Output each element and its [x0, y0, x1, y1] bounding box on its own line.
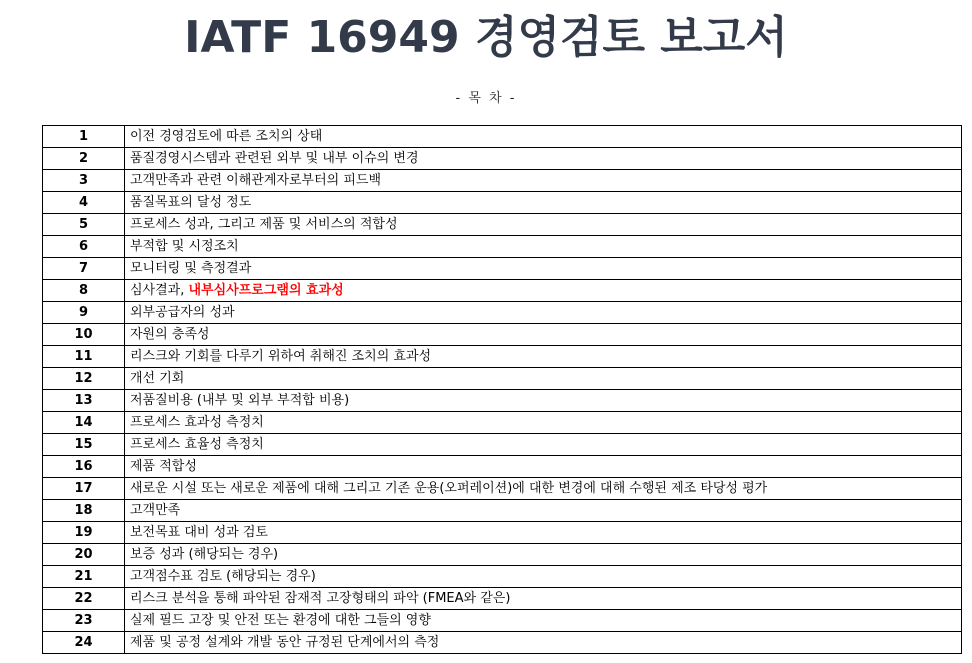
toc-row-number: 1 [43, 126, 125, 148]
toc-row-label-cell [125, 566, 962, 588]
toc-row-number: 15 [43, 434, 125, 456]
toc-row-label-cell [125, 148, 962, 170]
toc-row-number: 24 [43, 632, 125, 654]
toc-row-label: 자원의 충족성 [130, 326, 210, 342]
toc-row-number: 2 [43, 148, 125, 170]
toc-row-number: 8 [43, 280, 125, 302]
toc-row-label-cell [125, 588, 962, 610]
toc-row-label: 모니터링 및 측정결과 [130, 260, 252, 276]
toc-row-number: 20 [43, 544, 125, 566]
toc-row [43, 588, 962, 610]
toc-row-label: 제품 적합성 [130, 458, 197, 474]
toc-row-label-cell [125, 280, 962, 302]
toc-row-label-cell [125, 236, 962, 258]
toc-row [43, 522, 962, 544]
toc-row-label: 리스크 분석을 통해 파악된 잠재적 고장형태의 파악 (FMEA와 같은) [130, 590, 511, 606]
toc-row-label-cell [125, 544, 962, 566]
toc-row-label: 프로세스 효과성 측정치 [130, 414, 264, 430]
toc-row [43, 170, 962, 192]
toc-row-label: 고객점수표 검토 (해당되는 경우) [130, 568, 316, 584]
toc-row [43, 610, 962, 632]
toc-row-label: 고객만족 [130, 502, 181, 518]
toc-row-number: 23 [43, 610, 125, 632]
toc-row-label: 심사결과, [130, 282, 189, 298]
toc-row-label: 리스크와 기회를 다루기 위하여 취해진 조치의 효과성 [130, 348, 432, 364]
toc-row-label-cell [125, 500, 962, 522]
toc-row-label-cell [125, 478, 962, 500]
toc-row [43, 192, 962, 214]
toc-row [43, 566, 962, 588]
toc-row-label-cell [125, 632, 962, 654]
toc-row [43, 280, 962, 302]
toc-row [43, 500, 962, 522]
toc-row [43, 148, 962, 170]
toc-row-label: 이전 경영검토에 따른 조치의 상태 [130, 128, 323, 144]
toc-table [42, 125, 962, 654]
toc-row-label: 품질목표의 달성 정도 [130, 194, 252, 210]
toc-row [43, 434, 962, 456]
toc-row-label: 저품질비용 (내부 및 외부 부적합 비용) [130, 392, 350, 408]
toc-row-label-cell [125, 434, 962, 456]
toc-row-number: 22 [43, 588, 125, 610]
toc-row-label-cell [125, 390, 962, 412]
toc-table-body [43, 126, 962, 654]
toc-row-label-cell [125, 368, 962, 390]
toc-row-number: 9 [43, 302, 125, 324]
toc-row-number: 4 [43, 192, 125, 214]
toc-row-label: 보전목표 대비 성과 검토 [130, 524, 268, 540]
toc-row-number: 16 [43, 456, 125, 478]
toc-row [43, 390, 962, 412]
toc-row [43, 456, 962, 478]
toc-heading: - 목 차 - [455, 91, 517, 106]
toc-row-number: 10 [43, 324, 125, 346]
toc-row-label: 보증 성과 (해당되는 경우) [130, 546, 279, 562]
toc-row-label: 품질경영시스템과 관련된 외부 및 내부 이슈의 변경 [130, 150, 419, 166]
toc-row-number: 19 [43, 522, 125, 544]
toc-row [43, 126, 962, 148]
toc-row-label: 제품 및 공정 설계와 개발 동안 규정된 단계에서의 측정 [130, 634, 440, 650]
toc-row-label-cell [125, 522, 962, 544]
toc-row-label-cell [125, 192, 962, 214]
toc-row-label: 새로운 시설 또는 새로운 제품에 대해 그리고 기존 운용(오퍼레이션)에 대한 변경에 대해 수행된 제조 타당성 평가 [130, 480, 768, 496]
toc-row-label-cell [125, 324, 962, 346]
toc-row-label-cell [125, 610, 962, 632]
toc-row [43, 478, 962, 500]
toc-row [43, 302, 962, 324]
toc-row [43, 368, 962, 390]
toc-row-number: 6 [43, 236, 125, 258]
toc-row-label: 외부공급자의 성과 [130, 304, 235, 320]
toc-row-number: 21 [43, 566, 125, 588]
toc-row [43, 346, 962, 368]
toc-row-number: 18 [43, 500, 125, 522]
toc-row [43, 236, 962, 258]
toc-row [43, 412, 962, 434]
toc-row [43, 258, 962, 280]
toc-row-label: 부적합 및 시정조치 [130, 238, 239, 254]
toc-row-label-cell [125, 412, 962, 434]
toc-row-number: 7 [43, 258, 125, 280]
toc-row [43, 544, 962, 566]
toc-row-number: 5 [43, 214, 125, 236]
toc-row-label-cell [125, 126, 962, 148]
toc-row-label: 프로세스 효율성 측정치 [130, 436, 264, 452]
toc-row-label: 고객만족과 관련 이해관계자로부터의 피드백 [130, 172, 381, 188]
toc-row-number: 11 [43, 346, 125, 368]
toc-row-label-cell [125, 258, 962, 280]
toc-row [43, 214, 962, 236]
toc-row-number: 12 [43, 368, 125, 390]
toc-row-label-cell [125, 214, 962, 236]
toc-row [43, 632, 962, 654]
toc-row-label: 실제 필드 고장 및 안전 또는 환경에 대한 그들의 영향 [130, 612, 431, 628]
toc-row-label-cell [125, 346, 962, 368]
document-title: IATF 16949 경영검토 보고서 [184, 12, 788, 63]
toc-row-highlight: 내부심사프로그램의 효과성 [188, 282, 344, 298]
toc-row-label: 프로세스 성과, 그리고 제품 및 서비스의 적합성 [130, 216, 398, 232]
toc-row-number: 17 [43, 478, 125, 500]
toc-row-number: 3 [43, 170, 125, 192]
toc-row-label: 개선 기회 [130, 370, 185, 386]
toc-row-number: 13 [43, 390, 125, 412]
toc-row [43, 324, 962, 346]
toc-row-label-cell [125, 302, 962, 324]
toc-row-number: 14 [43, 412, 125, 434]
toc-row-label-cell [125, 456, 962, 478]
toc-row-label-cell [125, 170, 962, 192]
